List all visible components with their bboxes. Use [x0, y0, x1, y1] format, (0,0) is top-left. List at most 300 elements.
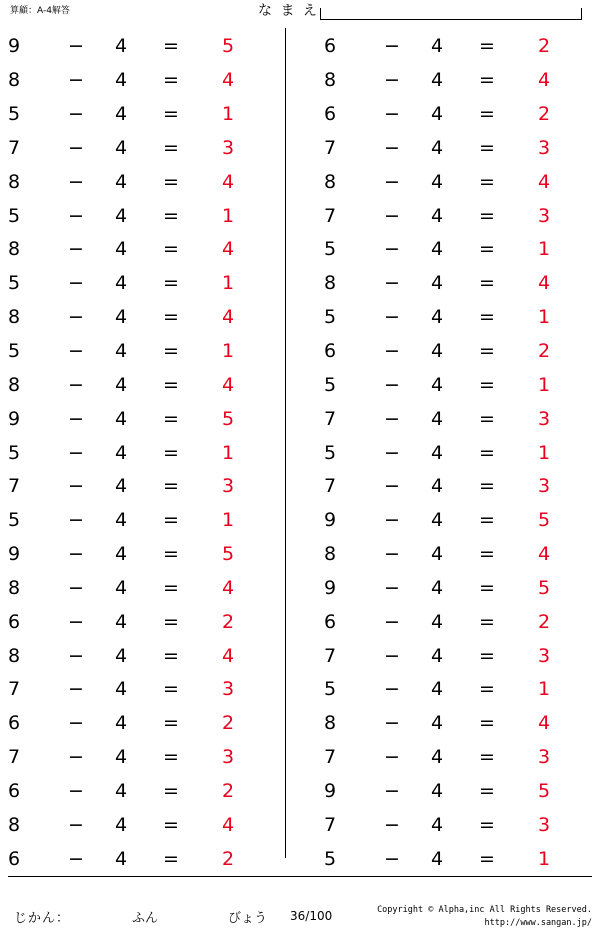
answer-value[interactable]: 4 [221, 306, 235, 329]
operator-minus-icon: − [68, 373, 84, 396]
equals-icon: = [163, 576, 179, 599]
operand-a: 8 [8, 69, 21, 92]
equals-icon: = [163, 509, 179, 532]
operand-b: 4 [114, 407, 128, 430]
operand-a: 7 [8, 136, 21, 159]
answer-value[interactable]: 3 [221, 678, 235, 701]
problem-row [0, 402, 285, 436]
operand-b: 4 [430, 543, 444, 566]
operand-b: 4 [430, 69, 444, 92]
name-field-right-tick [581, 8, 582, 20]
operand-a: 7 [324, 813, 337, 836]
operator-minus-icon: − [384, 847, 400, 870]
operator-minus-icon: − [68, 170, 84, 193]
operand-a: 6 [324, 35, 337, 58]
answer-value[interactable]: 3 [221, 475, 235, 498]
operand-a: 5 [8, 103, 21, 126]
operator-minus-icon: − [68, 576, 84, 599]
equals-icon: = [479, 407, 495, 430]
operand-a: 7 [324, 475, 337, 498]
operand-b: 4 [114, 238, 128, 261]
copyright-block [377, 904, 592, 930]
operand-a: 8 [8, 813, 21, 836]
problem-row [300, 436, 585, 470]
operator-minus-icon: − [68, 204, 84, 227]
operand-a: 8 [8, 576, 21, 599]
operand-a: 5 [324, 847, 337, 870]
problem-row [0, 741, 285, 775]
problem-row [0, 98, 285, 132]
operand-b: 4 [114, 644, 128, 667]
operand-a: 9 [8, 543, 21, 566]
answer-value[interactable]: 2 [221, 610, 235, 633]
answer-value[interactable]: 2 [221, 847, 235, 870]
operator-minus-icon: − [68, 407, 84, 430]
answer-value[interactable]: 1 [537, 238, 551, 261]
answer-value[interactable]: 5 [221, 543, 235, 566]
equals-icon: = [479, 170, 495, 193]
answer-value[interactable]: 3 [537, 204, 551, 227]
equals-icon: = [163, 170, 179, 193]
answer-value[interactable]: 3 [537, 746, 551, 769]
equals-icon: = [163, 678, 179, 701]
time-label: じかん： [14, 911, 71, 926]
operand-b: 4 [114, 136, 128, 159]
equals-icon: = [479, 813, 495, 836]
operand-a: 7 [324, 407, 337, 430]
operand-a: 6 [8, 712, 21, 735]
operator-minus-icon: − [68, 712, 84, 735]
problem-row [300, 538, 585, 572]
problem-row [0, 30, 285, 64]
operand-b: 4 [430, 136, 444, 159]
problem-row [0, 775, 285, 809]
operand-a: 8 [8, 170, 21, 193]
answer-value[interactable]: 1 [221, 509, 235, 532]
equals-icon: = [163, 204, 179, 227]
operand-b: 4 [430, 272, 444, 295]
operand-a: 9 [8, 35, 21, 58]
operator-minus-icon: − [384, 306, 400, 329]
answer-value[interactable]: 1 [537, 678, 551, 701]
operator-minus-icon: − [384, 35, 400, 58]
copyright-line: Copyright © Alpha,inc All Rights Reserved. [377, 905, 592, 915]
answer-value[interactable]: 2 [221, 712, 235, 735]
operand-a: 5 [324, 678, 337, 701]
equals-icon: = [163, 441, 179, 464]
operand-a: 9 [324, 576, 337, 599]
operand-a: 8 [324, 272, 337, 295]
equals-icon: = [479, 306, 495, 329]
answer-value[interactable]: 2 [221, 779, 235, 802]
equals-icon: = [479, 847, 495, 870]
operator-minus-icon: − [68, 678, 84, 701]
answer-value[interactable]: 3 [537, 644, 551, 667]
operand-b: 4 [430, 644, 444, 667]
problem-row [0, 572, 285, 606]
equals-icon: = [479, 340, 495, 363]
worksheet-header [0, 0, 600, 26]
operand-b: 4 [430, 847, 444, 870]
operand-a: 8 [8, 644, 21, 667]
operator-minus-icon: − [384, 441, 400, 464]
equals-icon: = [479, 543, 495, 566]
operand-b: 4 [114, 170, 128, 193]
equals-icon: = [163, 238, 179, 261]
operator-minus-icon: − [68, 509, 84, 532]
answer-value[interactable]: 4 [221, 69, 235, 92]
equals-icon: = [163, 373, 179, 396]
operator-minus-icon: − [68, 779, 84, 802]
operand-b: 4 [114, 746, 128, 769]
problem-row [300, 30, 585, 64]
answer-value[interactable]: 4 [221, 170, 235, 193]
operand-b: 4 [114, 813, 128, 836]
worksheet-code: 算顧：A-4解答 [10, 6, 70, 16]
problem-row [300, 673, 585, 707]
operand-a: 7 [8, 678, 21, 701]
operand-a: 9 [8, 407, 21, 430]
footer-divider [8, 876, 592, 877]
problem-row [300, 842, 585, 876]
equals-icon: = [479, 238, 495, 261]
answer-value[interactable]: 1 [221, 204, 235, 227]
problem-row [0, 605, 285, 639]
answer-value[interactable]: 2 [537, 610, 551, 633]
equals-icon: = [163, 712, 179, 735]
equals-icon: = [479, 204, 495, 227]
operator-minus-icon: − [68, 238, 84, 261]
answer-value[interactable]: 2 [537, 35, 551, 58]
equals-icon: = [163, 746, 179, 769]
answer-value[interactable]: 4 [221, 238, 235, 261]
operator-minus-icon: − [384, 69, 400, 92]
operand-b: 4 [430, 407, 444, 430]
problem-row [0, 707, 285, 741]
name-label: な ま え [258, 3, 319, 19]
operator-minus-icon: − [68, 610, 84, 633]
problem-row [300, 741, 585, 775]
equals-icon: = [479, 576, 495, 599]
problem-row [0, 436, 285, 470]
answer-value[interactable]: 3 [221, 746, 235, 769]
problem-row [300, 165, 585, 199]
operand-b: 4 [430, 306, 444, 329]
operator-minus-icon: − [384, 543, 400, 566]
answer-value[interactable]: 5 [537, 779, 551, 802]
minutes-label: ふん [132, 911, 159, 926]
answer-value[interactable]: 4 [221, 373, 235, 396]
equals-icon: = [479, 35, 495, 58]
equals-icon: = [163, 69, 179, 92]
equals-icon: = [479, 136, 495, 159]
operand-a: 7 [324, 136, 337, 159]
operand-b: 4 [430, 373, 444, 396]
operand-b: 4 [430, 35, 444, 58]
operand-a: 5 [8, 340, 21, 363]
answer-value[interactable]: 4 [537, 543, 551, 566]
operand-b: 4 [430, 610, 444, 633]
operand-a: 5 [8, 204, 21, 227]
equals-icon: = [479, 610, 495, 633]
equals-icon: = [479, 475, 495, 498]
problem-row [300, 233, 585, 267]
operand-a: 7 [8, 746, 21, 769]
answer-value[interactable]: 4 [221, 644, 235, 667]
answer-value[interactable]: 4 [537, 272, 551, 295]
operand-b: 4 [430, 779, 444, 802]
operand-a: 7 [8, 475, 21, 498]
operand-b: 4 [430, 475, 444, 498]
answer-value[interactable]: 3 [537, 475, 551, 498]
problem-columns [0, 28, 600, 876]
operator-minus-icon: − [68, 644, 84, 667]
problem-row [300, 98, 585, 132]
answer-value[interactable]: 3 [221, 136, 235, 159]
operand-b: 4 [114, 475, 128, 498]
operand-b: 4 [114, 678, 128, 701]
equals-icon: = [479, 103, 495, 126]
problem-row [0, 470, 285, 504]
operand-a: 6 [324, 610, 337, 633]
operator-minus-icon: − [68, 813, 84, 836]
problem-row [300, 267, 585, 301]
equals-icon: = [163, 779, 179, 802]
operator-minus-icon: − [384, 610, 400, 633]
equals-icon: = [479, 441, 495, 464]
equals-icon: = [479, 678, 495, 701]
answer-value[interactable]: 2 [537, 103, 551, 126]
operand-b: 4 [430, 712, 444, 735]
problem-row [300, 132, 585, 166]
operand-a: 5 [8, 272, 21, 295]
problem-row [300, 605, 585, 639]
worksheet-footer [0, 880, 600, 930]
equals-icon: = [479, 373, 495, 396]
operator-minus-icon: − [384, 170, 400, 193]
answer-value[interactable]: 1 [537, 847, 551, 870]
problem-row [0, 504, 285, 538]
operand-a: 6 [8, 610, 21, 633]
problem-row [300, 639, 585, 673]
answer-value[interactable]: 4 [537, 170, 551, 193]
problem-row [300, 504, 585, 538]
operand-b: 4 [114, 103, 128, 126]
answer-value[interactable]: 5 [221, 35, 235, 58]
equals-icon: = [163, 407, 179, 430]
operand-a: 8 [8, 373, 21, 396]
equals-icon: = [163, 813, 179, 836]
answer-value[interactable]: 1 [537, 441, 551, 464]
operand-a: 8 [324, 712, 337, 735]
operand-a: 9 [324, 779, 337, 802]
operator-minus-icon: − [384, 103, 400, 126]
answer-value[interactable]: 1 [221, 441, 235, 464]
equals-icon: = [479, 644, 495, 667]
problem-row [0, 64, 285, 98]
answer-value[interactable]: 4 [537, 69, 551, 92]
operator-minus-icon: − [68, 103, 84, 126]
answer-value[interactable]: 3 [537, 407, 551, 430]
operand-b: 4 [114, 340, 128, 363]
equals-icon: = [163, 475, 179, 498]
operator-minus-icon: − [68, 272, 84, 295]
problem-row [0, 267, 285, 301]
problem-row [300, 335, 585, 369]
operator-minus-icon: − [384, 238, 400, 261]
operand-b: 4 [114, 69, 128, 92]
operand-a: 6 [324, 103, 337, 126]
operand-a: 8 [324, 69, 337, 92]
problem-row [0, 199, 285, 233]
answer-value[interactable]: 1 [537, 306, 551, 329]
problem-row [300, 199, 585, 233]
equals-icon: = [163, 340, 179, 363]
operand-a: 7 [324, 746, 337, 769]
problem-row [0, 673, 285, 707]
problem-row [300, 470, 585, 504]
operand-b: 4 [430, 441, 444, 464]
problem-row [0, 639, 285, 673]
operand-b: 4 [114, 35, 128, 58]
operand-b: 4 [430, 170, 444, 193]
operand-b: 4 [114, 272, 128, 295]
operand-b: 4 [114, 779, 128, 802]
score-value: 36/100 [290, 909, 333, 923]
answer-value[interactable]: 1 [537, 373, 551, 396]
problem-row [300, 368, 585, 402]
answer-value[interactable]: 4 [537, 712, 551, 735]
operator-minus-icon: − [384, 204, 400, 227]
answer-value[interactable]: 1 [221, 103, 235, 126]
equals-icon: = [163, 847, 179, 870]
operand-a: 5 [324, 306, 337, 329]
answer-value[interactable]: 3 [537, 136, 551, 159]
problem-row [0, 132, 285, 166]
problem-row [300, 775, 585, 809]
operator-minus-icon: − [68, 69, 84, 92]
operand-a: 7 [324, 204, 337, 227]
operand-b: 4 [430, 204, 444, 227]
operand-b: 4 [430, 576, 444, 599]
problem-row [0, 165, 285, 199]
equals-icon: = [479, 69, 495, 92]
answer-value[interactable]: 1 [221, 340, 235, 363]
answer-value[interactable]: 5 [537, 509, 551, 532]
problem-row [0, 335, 285, 369]
problem-row [0, 368, 285, 402]
operator-minus-icon: − [384, 813, 400, 836]
operand-b: 4 [430, 813, 444, 836]
operand-a: 8 [8, 238, 21, 261]
operator-minus-icon: − [68, 543, 84, 566]
problem-row [300, 707, 585, 741]
operator-minus-icon: − [68, 746, 84, 769]
operator-minus-icon: − [384, 779, 400, 802]
operator-minus-icon: − [68, 441, 84, 464]
operand-a: 6 [8, 779, 21, 802]
problem-row [0, 301, 285, 335]
operand-a: 6 [8, 847, 21, 870]
operand-a: 5 [8, 441, 21, 464]
problem-column-right [300, 28, 585, 876]
operator-minus-icon: − [384, 576, 400, 599]
operand-b: 4 [114, 712, 128, 735]
equals-icon: = [479, 272, 495, 295]
operator-minus-icon: − [384, 373, 400, 396]
problem-column-left [0, 28, 285, 876]
operator-minus-icon: − [384, 407, 400, 430]
equals-icon: = [479, 746, 495, 769]
answer-value[interactable]: 4 [221, 813, 235, 836]
problem-row [300, 402, 585, 436]
website-url: http://www.sangan.jp/ [484, 917, 592, 928]
operand-a: 6 [324, 340, 337, 363]
operand-b: 4 [114, 610, 128, 633]
problem-row [300, 572, 585, 606]
operator-minus-icon: − [384, 509, 400, 532]
equals-icon: = [163, 644, 179, 667]
operand-b: 4 [114, 204, 128, 227]
operand-a: 8 [8, 306, 21, 329]
problem-row [300, 64, 585, 98]
operand-a: 5 [324, 373, 337, 396]
problem-row [300, 808, 585, 842]
operator-minus-icon: − [68, 306, 84, 329]
operand-b: 4 [114, 847, 128, 870]
name-field-line[interactable] [320, 19, 582, 20]
answer-value[interactable]: 3 [537, 813, 551, 836]
problem-row [0, 538, 285, 572]
answer-value[interactable]: 1 [221, 272, 235, 295]
equals-icon: = [163, 610, 179, 633]
equals-icon: = [163, 306, 179, 329]
equals-icon: = [163, 543, 179, 566]
operator-minus-icon: − [68, 475, 84, 498]
operand-b: 4 [430, 678, 444, 701]
problem-row [0, 842, 285, 876]
operator-minus-icon: − [384, 678, 400, 701]
operand-b: 4 [114, 441, 128, 464]
answer-value[interactable]: 5 [221, 407, 235, 430]
operator-minus-icon: − [68, 35, 84, 58]
operator-minus-icon: − [384, 746, 400, 769]
operand-b: 4 [114, 576, 128, 599]
operator-minus-icon: − [384, 644, 400, 667]
equals-icon: = [479, 712, 495, 735]
operator-minus-icon: − [68, 136, 84, 159]
operand-b: 4 [430, 340, 444, 363]
operator-minus-icon: − [384, 272, 400, 295]
operand-a: 5 [324, 238, 337, 261]
operand-a: 8 [324, 543, 337, 566]
operand-a: 5 [8, 509, 21, 532]
answer-value[interactable]: 2 [537, 340, 551, 363]
operator-minus-icon: − [68, 847, 84, 870]
operand-a: 5 [324, 441, 337, 464]
operand-b: 4 [114, 373, 128, 396]
operand-a: 7 [324, 644, 337, 667]
operand-a: 9 [324, 509, 337, 532]
answer-value[interactable]: 5 [537, 576, 551, 599]
operand-a: 8 [324, 170, 337, 193]
operator-minus-icon: − [68, 340, 84, 363]
equals-icon: = [163, 136, 179, 159]
answer-value[interactable]: 4 [221, 576, 235, 599]
operator-minus-icon: − [384, 712, 400, 735]
operand-b: 4 [430, 238, 444, 261]
operand-b: 4 [430, 103, 444, 126]
